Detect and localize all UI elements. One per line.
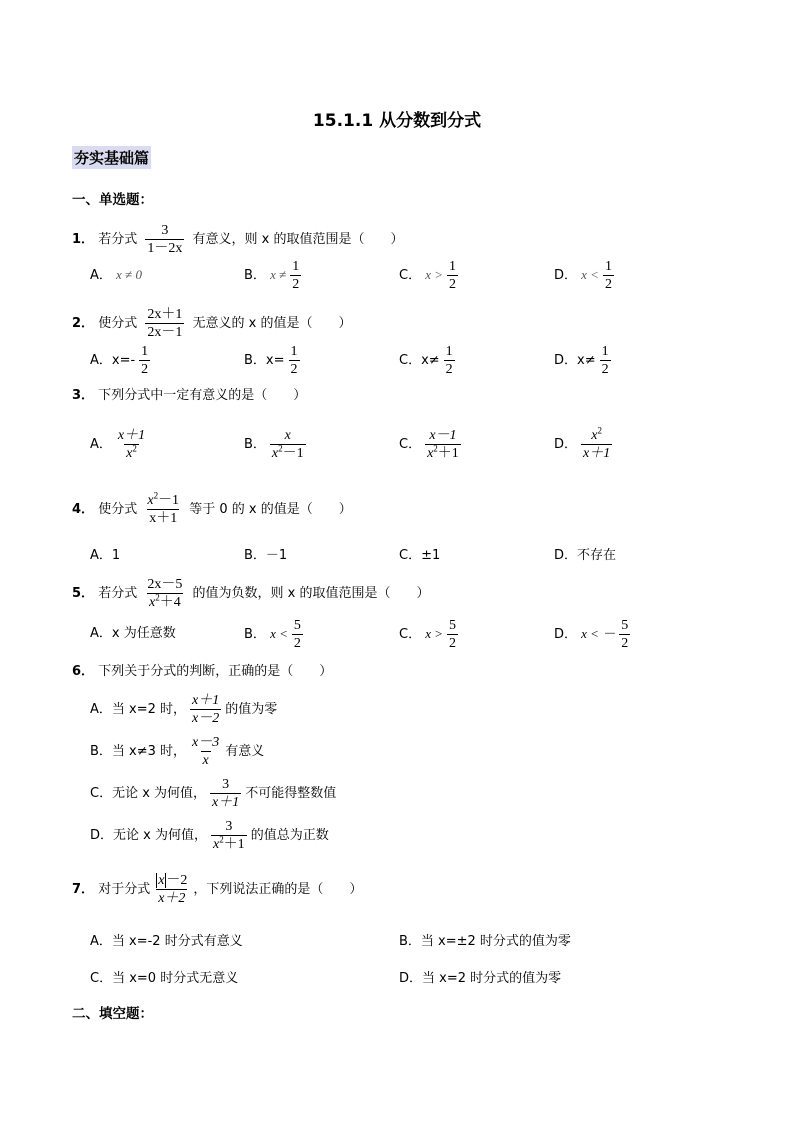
fraction: $\frac{2x-5}{x^2+4}$ — [147, 577, 183, 610]
question-text: 使分式 — [98, 502, 138, 517]
option-c[interactable]: C． $\frac{x-1}{x^2+1}$ — [399, 428, 459, 461]
question-text: 的值为负数，则 x 的取值范围是（ ） — [192, 586, 430, 601]
option-b[interactable]: B．当 x≠3 时， $\frac{x-3}{x}$ 有意义 — [90, 735, 265, 768]
option-d[interactable]: D．当 x=2 时分式的值为零 — [399, 971, 562, 986]
question-number: 7． — [72, 882, 95, 897]
question-text: 无意义的 x 的值是（ ） — [192, 316, 352, 331]
question-text: 若分式 — [98, 232, 138, 247]
option-b[interactable]: B． $\frac{x}{x^2-1}$ — [244, 428, 304, 461]
question-number: 2． — [72, 316, 95, 331]
question-text: ，下列说法正确的是（ ） — [193, 882, 363, 897]
fraction: $\frac{3}{1-2x}$ — [147, 223, 183, 256]
question-number: 5． — [72, 586, 95, 601]
option-d[interactable]: D． $\frac{x^2}{x+1}$ — [554, 425, 611, 461]
question-6 — [72, 662, 332, 682]
option-b[interactable]: B． x ≠ $\frac{1}{2}$ — [244, 259, 300, 292]
section-label: 夯实基础篇 — [72, 146, 151, 169]
option-d[interactable]: D．不存在 — [554, 548, 617, 563]
option-a[interactable]: A．当 x=2 时， $\frac{x+1}{x-2}$ 的值为零 — [90, 693, 278, 726]
option-c[interactable]: C．无论 x 为何值， $\frac{3}{x+1}$ 不可能得整数值 — [90, 777, 337, 810]
option-c[interactable]: C．±1 — [399, 548, 441, 563]
option-c[interactable]: C．x≠ $\frac{1}{2}$ — [399, 344, 453, 377]
option-c[interactable]: C． x > $\frac{5}{2}$ — [399, 618, 457, 651]
question-text: 等于 0 的 x 的值是（ ） — [189, 502, 352, 517]
part2-heading: 二、填空题： — [72, 1006, 153, 1022]
option-d[interactable]: D． x < － $\frac{5}{2}$ — [554, 618, 629, 651]
option-b[interactable]: B．x= $\frac{1}{2}$ — [244, 344, 298, 377]
question-text: 下列关于分式的判断，正确的是（ ） — [98, 664, 333, 679]
option-c[interactable]: C． x > $\frac{1}{2}$ — [399, 259, 457, 292]
question-7 — [72, 872, 362, 907]
page-title: 15.1.1 从分数到分式 — [312, 111, 482, 131]
option-a[interactable]: A．当 x=-2 时分式有意义 — [90, 934, 243, 949]
option-d[interactable]: D．x≠ $\frac{1}{2}$ — [554, 344, 609, 377]
option-a[interactable]: A．x 为任意数 — [90, 626, 176, 641]
option-a[interactable]: A．1 — [90, 548, 121, 563]
option-b[interactable]: B． x < $\frac{5}{2}$ — [244, 618, 301, 651]
question-5 — [72, 576, 429, 611]
question-number: 6． — [72, 664, 95, 679]
question-text: 对于分式 — [98, 882, 151, 897]
option-c[interactable]: C．当 x=0 时分式无意义 — [90, 971, 239, 986]
option-a[interactable]: A． $\frac{x+1}{x^2}$ — [90, 428, 146, 461]
option-b[interactable]: B．－1 — [244, 548, 288, 563]
fraction: $\frac{x -2}{x+2}$ — [158, 873, 188, 906]
question-text: 使分式 — [98, 316, 138, 331]
option-a[interactable]: A． x ≠ 0 — [90, 267, 142, 283]
fraction: $\frac{x^2-1}{x+1}$ — [147, 490, 180, 526]
question-3 — [72, 386, 306, 406]
question-number: 3． — [72, 388, 95, 403]
question-text: 下列分式中一定有意义的是（ ） — [98, 388, 307, 403]
option-d[interactable]: D．无论 x 为何值， $\frac{3}{x^2+1}$ 的值总为正数 — [90, 819, 329, 852]
part1-heading: 一、单选题： — [72, 192, 153, 208]
option-b[interactable]: B．当 x=±2 时分式的值为零 — [399, 934, 571, 949]
question-2 — [72, 306, 351, 341]
question-4 — [72, 492, 352, 527]
question-number: 4． — [72, 502, 95, 517]
option-a[interactable]: A．x=- $\frac{1}{2}$ — [90, 344, 149, 377]
question-text: 有意义，则 x 的取值范围是（ ） — [192, 232, 404, 247]
question-number: 1． — [72, 232, 95, 247]
fraction: $\frac{2x+1}{2x-1}$ — [147, 307, 183, 340]
option-d[interactable]: D． x < $\frac{1}{2}$ — [554, 259, 612, 292]
question-1 — [72, 222, 403, 257]
question-text: 若分式 — [98, 586, 138, 601]
